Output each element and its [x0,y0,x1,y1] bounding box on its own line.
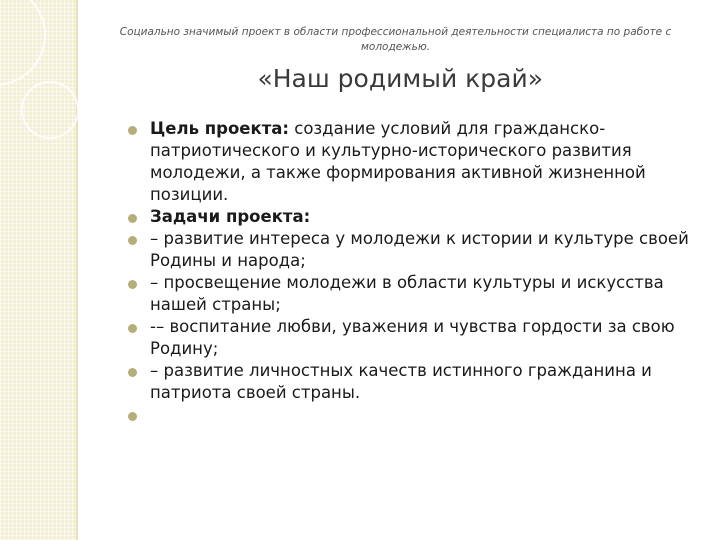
bullet-icon [128,412,137,421]
bullet-icon [128,368,137,377]
bullet-icon [128,280,137,289]
item-label: Задачи проекта: [150,207,311,226]
item-text: – развитие интереса у молодежи к истории и культуре своей Родины и народа; [150,229,689,270]
item-text: -– воспитание любви, уважения и чувства гордости за свою Родину; [150,317,675,358]
item-label: Цель проекта: [150,119,289,138]
deco-circle-small [22,82,78,138]
bullet-list [128,118,693,426]
list-item [128,118,693,206]
item-text: – развитие личностных качеств истинного гражданина и патриота своей страны. [150,361,652,402]
bullet-icon [128,214,137,223]
list-item [128,228,693,272]
bullet-icon [128,324,137,333]
slide-title [88,64,703,93]
deco-circle-large [0,0,45,85]
list-item [128,360,693,404]
list-item [128,404,693,426]
bullet-icon [128,236,137,245]
slide-title-text: «Наш родимый край» [257,64,543,93]
slide-subtitle: Социально значимый проект в области профессиональной деятельности специалиста по работе с молодежью. [119,26,672,53]
item-text: создание условий для гражданско-патриотического и культурно-исторического развития молодежи, а также формирования активной жизненной позиции. [150,119,646,204]
list-item [128,316,693,360]
list-item [128,206,693,228]
list-item [128,272,693,316]
bullet-icon [128,126,137,135]
decorative-circles [0,0,80,200]
item-text: – просвещение молодежи в области культуры и искусства нашей страны; [150,273,664,314]
